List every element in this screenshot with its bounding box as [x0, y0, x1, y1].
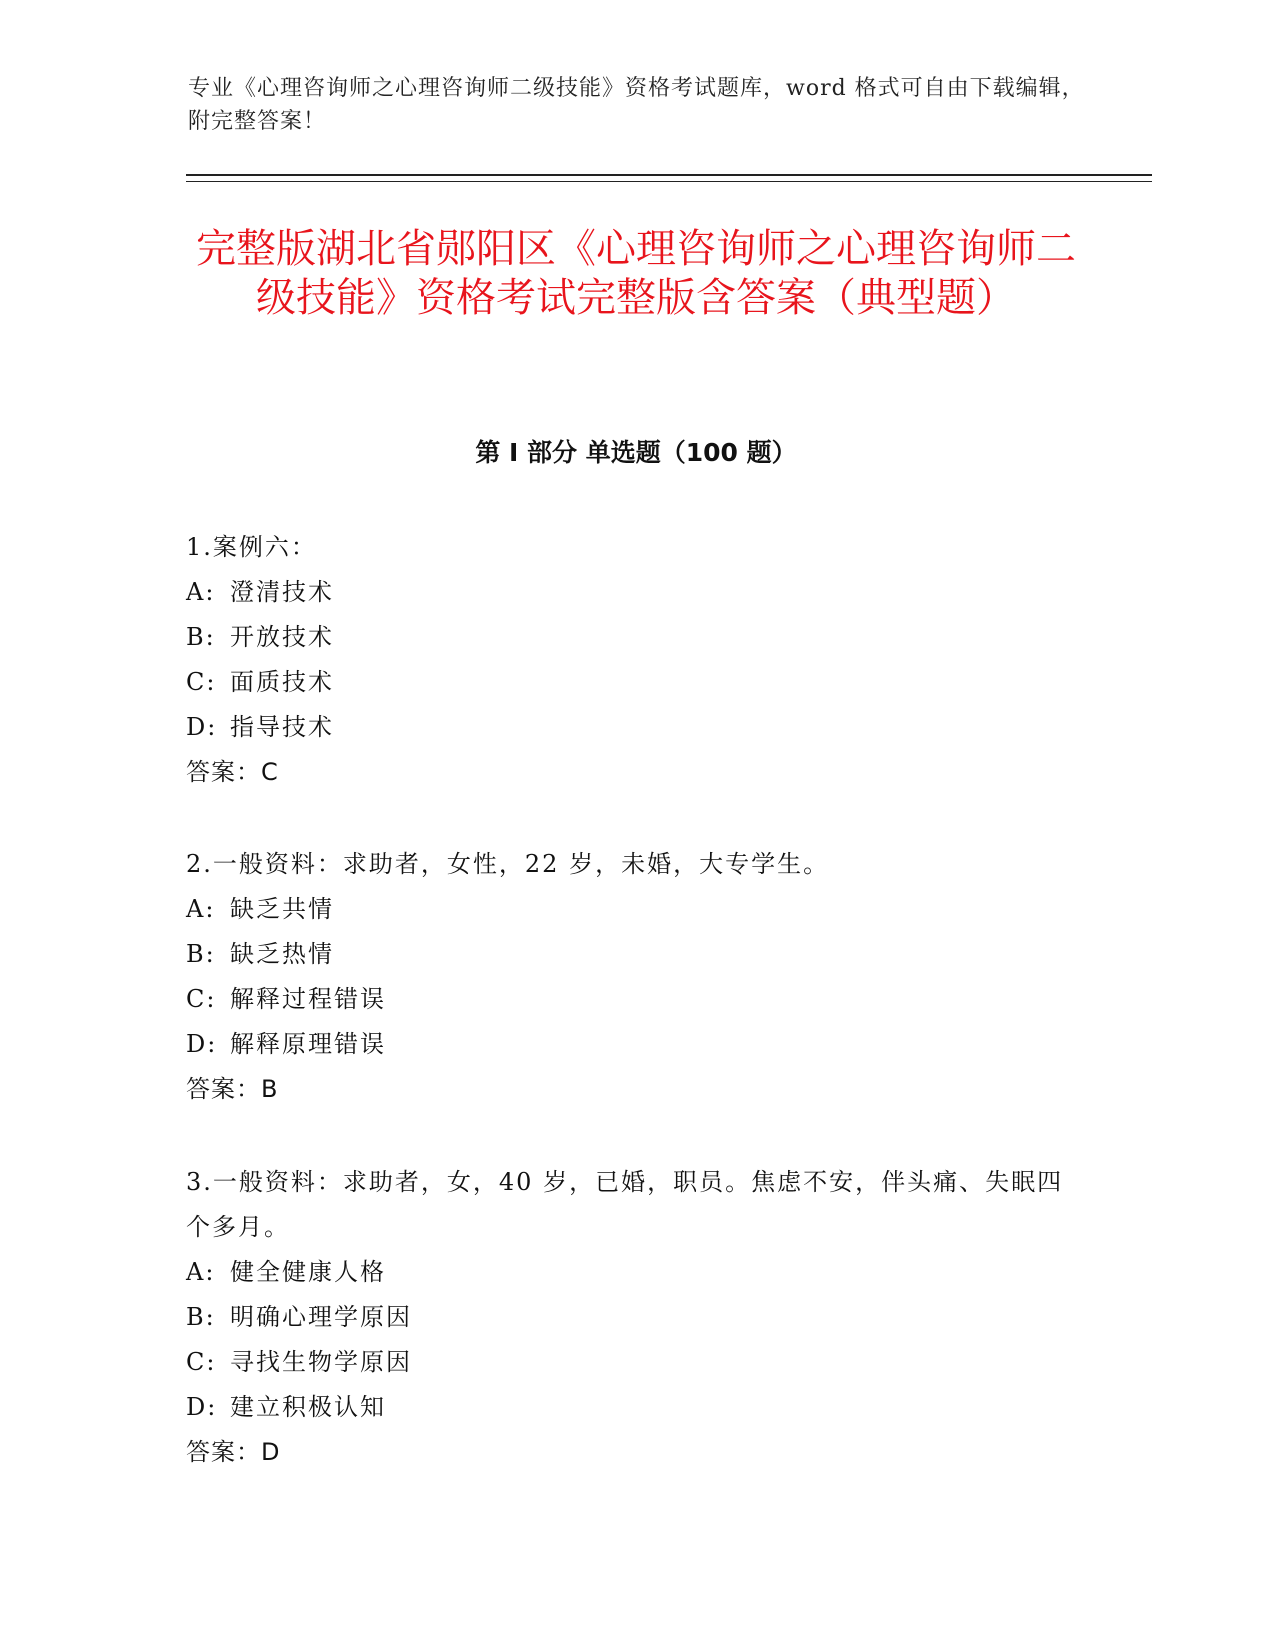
question-2: [186, 842, 1066, 1112]
document-title: 完整版湖北省郧阳区《心理咨询师之心理咨询师二级技能》资格考试完整版含答案（典型题）: [196, 226, 1076, 321]
option-b: [186, 932, 1066, 977]
option-letter: C:: [186, 1348, 217, 1376]
option-text: 缺乏热情: [230, 940, 334, 968]
option-text: 澄清技术: [230, 578, 334, 606]
header-note: 专业《心理咨询师之心理咨询师二级技能》资格考试题库，word 格式可自由下载编辑，附完整答案！: [188, 76, 1085, 134]
option-text: 缺乏共情: [230, 895, 334, 923]
option-c: [186, 660, 1066, 705]
option-letter: B:: [186, 940, 216, 968]
question-stem: 2.一般资料：求助者，女性，22 岁，未婚，大专学生。: [186, 850, 830, 878]
option-text: 解释原理错误: [230, 1030, 386, 1058]
option-letter: D:: [186, 713, 218, 741]
option-text: 寻找生物学原因: [230, 1348, 412, 1376]
option-letter: A:: [186, 895, 216, 923]
answer-line: 答案：D: [186, 1438, 281, 1466]
section-heading: 第 I 部分 单选题（100 题）: [475, 438, 797, 467]
option-a: [186, 1250, 1066, 1295]
option-text: 面质技术: [230, 668, 334, 696]
option-text: 解释过程错误: [230, 985, 386, 1013]
option-text: 开放技术: [230, 623, 334, 651]
option-a: [186, 570, 1066, 615]
option-c: [186, 1340, 1066, 1385]
option-b: [186, 1295, 1066, 1340]
option-d: [186, 705, 1066, 750]
option-letter: C:: [186, 668, 217, 696]
option-letter: B:: [186, 623, 216, 651]
option-letter: B:: [186, 1303, 216, 1331]
option-d: [186, 1022, 1066, 1067]
question-stem: 1.案例六：: [186, 533, 317, 561]
option-letter: D:: [186, 1030, 218, 1058]
option-letter: A:: [186, 1258, 216, 1286]
option-text: 明确心理学原因: [230, 1303, 412, 1331]
answer-line: 答案：B: [186, 1075, 279, 1103]
header-divider-thick: [186, 174, 1152, 176]
option-letter: A:: [186, 578, 216, 606]
option-letter: D:: [186, 1393, 218, 1421]
header-divider-thin: [186, 181, 1152, 182]
question-1: [186, 525, 1066, 795]
option-text: 建立积极认知: [230, 1393, 386, 1421]
answer-line: 答案：C: [186, 758, 279, 786]
option-letter: C:: [186, 985, 217, 1013]
option-c: [186, 977, 1066, 1022]
option-text: 健全健康人格: [230, 1258, 386, 1286]
question-3: [186, 1160, 1066, 1475]
option-a: [186, 887, 1066, 932]
option-b: [186, 615, 1066, 660]
question-stem: 3.一般资料：求助者，女，40 岁，已婚，职员。焦虑不安，伴头痛、失眠四个多月。: [186, 1168, 1064, 1241]
option-d: [186, 1385, 1066, 1430]
option-text: 指导技术: [230, 713, 334, 741]
